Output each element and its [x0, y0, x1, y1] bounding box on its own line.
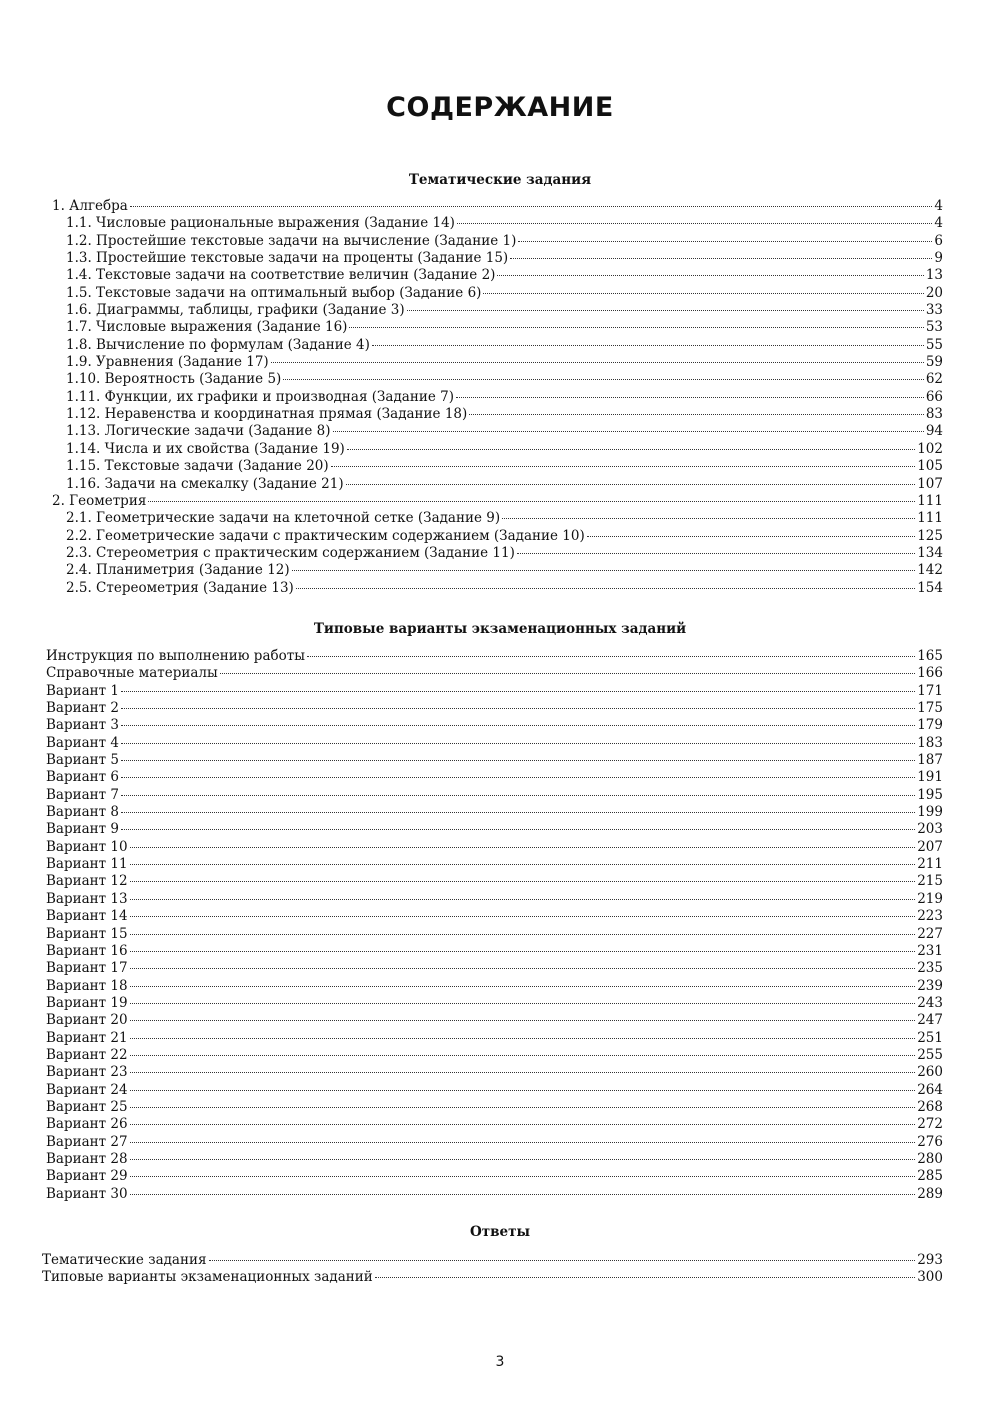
toc-entry[interactable]: [46, 648, 943, 665]
toc-entry[interactable]: [46, 717, 943, 734]
toc-entry-label: 2.1. Геометрические задачи на клеточной сетке (Задание 9): [66, 510, 501, 527]
toc-entry[interactable]: [46, 978, 943, 995]
toc-entry[interactable]: [52, 493, 943, 510]
toc-entry-label: Вариант 2: [46, 700, 120, 717]
toc-entry-page: 171: [917, 682, 943, 699]
toc-entry[interactable]: [46, 1151, 943, 1168]
toc-entry-label: 1.1. Числовые рациональные выражения (Задание 14): [66, 215, 455, 232]
toc-entry-page: 62: [925, 371, 943, 388]
toc-entry-page: 219: [917, 890, 943, 907]
toc-dot-leader: [456, 397, 924, 398]
toc-entry-page: 268: [917, 1098, 943, 1115]
toc-entry-label: 1.3. Простейшие текстовые задачи на проценты (Задание 15): [66, 250, 509, 267]
toc-entry-page: 175: [917, 700, 943, 717]
toc-dot-leader: [349, 327, 923, 328]
toc-entry-page: 227: [917, 925, 943, 942]
toc-entry[interactable]: [52, 423, 943, 440]
toc-entry-label: Вариант 10: [46, 838, 128, 855]
toc-dot-leader: [518, 241, 932, 242]
toc-dot-leader: [121, 691, 915, 692]
toc-entry-label: Вариант 12: [46, 873, 128, 890]
toc-entry-page: 243: [917, 994, 943, 1011]
toc-entry-label: 2.2. Геометрические задачи с практическим содержанием (Задание 10): [66, 527, 585, 544]
toc-entry-page: 255: [917, 1046, 943, 1063]
toc-entry-label: Вариант 26: [46, 1116, 128, 1133]
toc-entry-label: Вариант 11: [46, 856, 128, 873]
toc-dot-leader: [347, 449, 915, 450]
toc-entry[interactable]: [46, 1186, 943, 1203]
toc-entry-page: 107: [917, 475, 943, 492]
toc-entry[interactable]: [42, 1252, 943, 1269]
toc-dot-leader: [283, 379, 923, 380]
toc-entry[interactable]: [52, 371, 943, 388]
toc-entry-page: 179: [917, 717, 943, 734]
toc-dot-leader: [517, 553, 915, 554]
toc-dot-leader: [220, 673, 916, 674]
toc-entry-page: 260: [917, 1064, 943, 1081]
toc-entry-label: 1.6. Диаграммы, таблицы, графики (Задание 3): [66, 302, 405, 319]
toc-dot-leader: [346, 484, 916, 485]
toc-dot-leader: [130, 1090, 916, 1091]
toc-dot-leader: [407, 310, 924, 311]
section-heading-thematic: Тематические задания: [408, 172, 592, 188]
toc-entry[interactable]: [46, 1047, 943, 1064]
toc-entry-page: 289: [917, 1185, 943, 1202]
toc-entry-label: 1.7. Числовые выражения (Задание 16): [66, 319, 348, 336]
toc-entry[interactable]: [46, 821, 943, 838]
toc-entry-page: 134: [917, 544, 943, 561]
toc-entry[interactable]: [52, 389, 943, 406]
toc-entry[interactable]: [52, 215, 943, 232]
toc-entry-label: Вариант 22: [46, 1046, 128, 1063]
toc-entry[interactable]: [52, 354, 943, 371]
toc-entry-label: 2.4. Планиметрия (Задание 12): [66, 562, 290, 579]
toc-list-variants: [46, 648, 943, 1203]
toc-entry-label: Вариант 13: [46, 890, 128, 907]
toc-entry-page: 142: [917, 562, 943, 579]
toc-dot-leader: [121, 812, 915, 813]
toc-entry-label: Тематические задания: [42, 1252, 207, 1268]
toc-dot-leader: [333, 431, 924, 432]
toc-dot-leader: [130, 968, 916, 969]
toc-entry-label: Вариант 1: [46, 682, 120, 699]
toc-entry-page: 199: [917, 804, 943, 821]
toc-dot-leader: [483, 293, 923, 294]
toc-entry[interactable]: [46, 735, 943, 752]
toc-entry-page: 293: [917, 1252, 943, 1268]
toc-dot-leader: [130, 1124, 916, 1125]
toc-entry-label: Вариант 8: [46, 804, 120, 821]
toc-entry-label: 1.14. Числа и их свойства (Задание 19): [66, 440, 345, 457]
toc-dot-leader: [121, 725, 915, 726]
toc-entry-label: Вариант 24: [46, 1081, 128, 1098]
toc-entry-page: 203: [917, 821, 943, 838]
toc-dot-leader: [130, 1176, 916, 1177]
toc-entry-page: 166: [917, 665, 943, 682]
toc-entry[interactable]: [46, 839, 943, 856]
toc-dot-leader: [130, 934, 916, 935]
toc-dot-leader: [121, 795, 915, 796]
toc-entry-label: Вариант 3: [46, 717, 120, 734]
toc-entry[interactable]: [52, 198, 943, 215]
toc-entry-page: 59: [925, 354, 943, 371]
toc-entry[interactable]: [46, 891, 943, 908]
toc-entry[interactable]: [46, 787, 943, 804]
toc-dot-leader: [130, 1055, 916, 1056]
toc-dot-leader: [292, 570, 916, 571]
toc-entry-page: 165: [917, 648, 943, 664]
toc-entry-label: 1. Алгебра: [52, 198, 128, 214]
toc-entry[interactable]: [46, 683, 943, 700]
toc-entry-label: Вариант 23: [46, 1064, 128, 1081]
toc-entry-page: 195: [917, 786, 943, 803]
toc-dot-leader: [209, 1260, 916, 1261]
toc-entry-label: Вариант 29: [46, 1168, 128, 1185]
toc-entry[interactable]: [46, 1116, 943, 1133]
toc-dot-leader: [130, 916, 916, 917]
toc-entry-label: 2.3. Стереометрия с практическим содержанием (Задание 11): [66, 544, 515, 561]
toc-dot-leader: [469, 414, 924, 415]
toc-entry-page: 111: [917, 510, 943, 527]
toc-entry-label: Вариант 4: [46, 734, 120, 751]
toc-entry[interactable]: [52, 580, 943, 597]
toc-entry-page: 276: [917, 1133, 943, 1150]
toc-entry-label: Вариант 16: [46, 942, 128, 959]
toc-dot-leader: [375, 1277, 915, 1278]
toc-dot-leader: [510, 258, 932, 259]
toc-entry[interactable]: [46, 1012, 943, 1029]
toc-list-answers: [42, 1252, 943, 1287]
toc-entry-page: 231: [917, 942, 943, 959]
toc-entry-page: 4: [934, 215, 943, 232]
toc-entry-page: 111: [917, 492, 943, 509]
toc-entry[interactable]: [46, 908, 943, 925]
toc-entry-label: 1.5. Текстовые задачи на оптимальный выбор (Задание 6): [66, 284, 482, 301]
toc-dot-leader: [130, 881, 916, 882]
toc-entry-label: Вариант 28: [46, 1150, 128, 1167]
toc-entry[interactable]: [46, 1030, 943, 1047]
toc-entry-page: 239: [917, 977, 943, 994]
toc-entry[interactable]: [52, 476, 943, 493]
toc-entry-label: 1.15. Текстовые задачи (Задание 20): [66, 458, 329, 475]
toc-entry-page: 55: [925, 336, 943, 353]
toc-entry[interactable]: [46, 943, 943, 960]
toc-entry-label: Вариант 14: [46, 908, 128, 925]
toc-dot-leader: [121, 829, 915, 830]
toc-entry-page: 272: [917, 1116, 943, 1133]
toc-entry[interactable]: [46, 1134, 943, 1151]
toc-entry-label: 2. Геометрия: [52, 492, 147, 509]
toc-entry-label: Вариант 18: [46, 977, 128, 994]
toc-dot-leader: [130, 1020, 916, 1021]
toc-entry[interactable]: [46, 873, 943, 890]
toc-dot-leader: [121, 777, 915, 778]
toc-entry[interactable]: [42, 1269, 943, 1286]
toc-dot-leader: [130, 1159, 916, 1160]
toc-entry[interactable]: [52, 458, 943, 475]
toc-entry[interactable]: [46, 856, 943, 873]
toc-entry[interactable]: [52, 233, 943, 250]
toc-dot-leader: [130, 899, 916, 900]
toc-dot-leader: [307, 656, 915, 657]
toc-entry-page: 20: [925, 284, 943, 301]
toc-entry-label: 1.4. Текстовые задачи на соответствие величин (Задание 2): [66, 267, 496, 284]
toc-dot-leader: [271, 362, 924, 363]
section-heading-answers: Ответы: [470, 1224, 530, 1240]
toc-dot-leader: [296, 588, 915, 589]
toc-entry-label: Типовые варианты экзаменационных заданий: [42, 1269, 373, 1286]
toc-dot-leader: [121, 743, 915, 744]
toc-dot-leader: [148, 501, 915, 502]
toc-entry[interactable]: [46, 752, 943, 769]
toc-entry[interactable]: [52, 441, 943, 458]
toc-entry-page: 102: [917, 440, 943, 457]
toc-dot-leader: [372, 345, 924, 346]
toc-entry[interactable]: [46, 1082, 943, 1099]
toc-entry-page: 183: [917, 734, 943, 751]
toc-entry-page: 191: [917, 769, 943, 786]
toc-entry-label: 1.13. Логические задачи (Задание 8): [66, 423, 331, 440]
toc-entry-page: 215: [917, 873, 943, 890]
toc-entry-page: 4: [934, 198, 943, 214]
toc-entry-label: 1.8. Вычисление по формулам (Задание 4): [66, 336, 370, 353]
toc-entry[interactable]: [46, 995, 943, 1012]
toc-entry[interactable]: [46, 804, 943, 821]
toc-entry-label: 1.9. Уравнения (Задание 17): [66, 354, 269, 371]
toc-dot-leader: [130, 1072, 916, 1073]
toc-entry-page: 223: [917, 908, 943, 925]
toc-entry-page: 33: [925, 302, 943, 319]
toc-entry[interactable]: [46, 1168, 943, 1185]
toc-dot-leader: [457, 223, 932, 224]
toc-entry[interactable]: [52, 528, 943, 545]
toc-entry[interactable]: [46, 1099, 943, 1116]
page-number: 3: [495, 1354, 505, 1370]
toc-dot-leader: [587, 536, 916, 537]
toc-dot-leader: [130, 1003, 916, 1004]
toc-entry-page: 6: [934, 232, 943, 249]
toc-entry[interactable]: [52, 510, 943, 527]
toc-dot-leader: [502, 518, 915, 519]
toc-entry-label: 1.12. Неравенства и координатная прямая (Задание 18): [66, 406, 468, 423]
toc-entry-label: Вариант 25: [46, 1098, 128, 1115]
toc-entry[interactable]: [46, 665, 943, 682]
toc-dot-leader: [130, 1142, 916, 1143]
toc-entry-page: 66: [925, 388, 943, 405]
toc-list-thematic: [52, 198, 943, 597]
toc-entry[interactable]: [52, 250, 943, 267]
toc-entry[interactable]: [52, 406, 943, 423]
toc-entry-page: 300: [917, 1269, 943, 1286]
toc-entry-label: Вариант 21: [46, 1029, 128, 1046]
section-heading-variants: Типовые варианты экзаменационных заданий: [313, 621, 687, 637]
toc-entry[interactable]: [52, 562, 943, 579]
toc-entry-label: 1.10. Вероятность (Задание 5): [66, 371, 282, 388]
toc-dot-leader: [130, 1038, 916, 1039]
toc-entry[interactable]: [46, 926, 943, 943]
toc-entry-label: 1.11. Функции, их графики и производная (Задание 7): [66, 388, 454, 405]
toc-entry-page: 207: [917, 838, 943, 855]
toc-entry-label: Инструкция по выполнению работы: [46, 648, 305, 664]
toc-entry-page: 235: [917, 960, 943, 977]
toc-entry-label: Вариант 17: [46, 960, 128, 977]
toc-dot-leader: [130, 1194, 916, 1195]
toc-entry[interactable]: [52, 285, 943, 302]
toc-entry-page: 211: [917, 856, 943, 873]
toc-entry-page: 83: [925, 406, 943, 423]
toc-entry-label: Вариант 6: [46, 769, 120, 786]
toc-dot-leader: [130, 951, 916, 952]
toc-entry-page: 285: [917, 1168, 943, 1185]
toc-entry-label: Справочные материалы: [46, 665, 218, 682]
toc-entry[interactable]: [52, 545, 943, 562]
toc-dot-leader: [497, 275, 923, 276]
toc-entry-label: Вариант 20: [46, 1012, 128, 1029]
toc-entry-page: 154: [917, 579, 943, 596]
toc-dot-leader: [121, 760, 915, 761]
toc-entry-label: Вариант 5: [46, 752, 120, 769]
toc-entry-page: 125: [917, 527, 943, 544]
toc-entry[interactable]: [46, 769, 943, 786]
toc-dot-leader: [130, 986, 916, 987]
toc-entry[interactable]: [46, 1064, 943, 1081]
toc-dot-leader: [130, 847, 916, 848]
toc-dot-leader: [130, 1107, 916, 1108]
toc-entry[interactable]: [46, 960, 943, 977]
toc-entry-label: Вариант 15: [46, 925, 128, 942]
toc-entry-page: 247: [917, 1012, 943, 1029]
toc-entry-page: 53: [925, 319, 943, 336]
toc-entry-page: 264: [917, 1081, 943, 1098]
toc-entry-label: 2.5. Стереометрия (Задание 13): [66, 579, 294, 596]
toc-entry[interactable]: [52, 337, 943, 354]
toc-entry-page: 94: [925, 423, 943, 440]
toc-entry-label: 1.2. Простейшие текстовые задачи на вычисление (Задание 1): [66, 232, 517, 249]
toc-entry-label: 1.16. Задачи на смекалку (Задание 21): [66, 475, 344, 492]
toc-entry[interactable]: [52, 267, 943, 284]
toc-dot-leader: [121, 708, 915, 709]
toc-entry[interactable]: [52, 302, 943, 319]
toc-entry-page: 9: [934, 250, 943, 267]
toc-entry-page: 280: [917, 1150, 943, 1167]
toc-dot-leader: [130, 206, 933, 207]
toc-dot-leader: [130, 864, 916, 865]
toc-dot-leader: [331, 466, 916, 467]
toc-entry-page: 187: [917, 752, 943, 769]
page-title: СОДЕРЖАНИЕ: [386, 92, 614, 123]
toc-entry[interactable]: [52, 319, 943, 336]
toc-entry-label: Вариант 30: [46, 1185, 128, 1202]
toc-entry-label: Вариант 19: [46, 994, 128, 1011]
toc-entry-page: 105: [917, 458, 943, 475]
toc-entry-label: Вариант 9: [46, 821, 120, 838]
toc-entry-page: 13: [925, 267, 943, 284]
toc-entry-label: Вариант 7: [46, 786, 120, 803]
toc-entry-label: Вариант 27: [46, 1133, 128, 1150]
toc-entry[interactable]: [46, 700, 943, 717]
toc-entry-page: 251: [917, 1029, 943, 1046]
